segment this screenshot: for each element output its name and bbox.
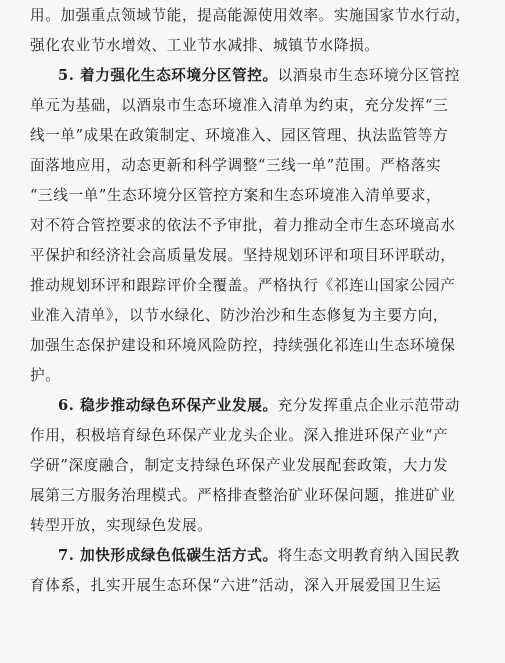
line-text: 强化农业节水增效、工业节水减排、城镇节水降损。 xyxy=(30,37,380,54)
line-text: 护。 xyxy=(30,367,61,384)
line-text: 推动规划环评和跟踪评价全覆盖。严格执行《祁连山国家公园产 xyxy=(30,277,456,294)
line-text: 将生态文明教育纳入国民教 xyxy=(277,547,460,564)
section-heading: 7. 加快形成绿色低碳生活方式。 xyxy=(58,547,278,564)
section-heading: 5. 着力强化生态环境分区管控。 xyxy=(58,67,278,84)
text-line xyxy=(30,121,491,151)
line-text: 作用，积极培育绿色环保产业龙头企业。深入推进环保产业“产 xyxy=(30,427,449,444)
line-text: “三线一单”生态环境分区管控方案和生态环境准入清单要求， xyxy=(30,187,442,204)
text-line xyxy=(30,181,491,211)
text-line xyxy=(30,361,491,391)
text-line xyxy=(30,451,491,481)
text-line xyxy=(30,421,491,451)
line-text: 业准入清单》，以节水绿化、防沙治沙和生态修复为主要方向， xyxy=(30,307,449,324)
text-line xyxy=(30,331,491,361)
text-line xyxy=(30,151,491,181)
text-line xyxy=(30,301,491,331)
line-text: 转型开放，实现绿色发展。 xyxy=(30,517,213,534)
line-text: 育体系，扎实开展生态环保“六进”活动，深入开展爱国卫生运 xyxy=(30,577,442,594)
text-line xyxy=(30,91,491,121)
line-text: 充分发挥重点企业示范带动 xyxy=(277,397,460,414)
text-line xyxy=(30,481,491,511)
line-text: 以酒泉市生态环境分区管控 xyxy=(277,67,460,84)
section-heading-line xyxy=(30,391,491,421)
line-text: 对不符合管控要求的依法不予审批，着力推动全市生态环境高水 xyxy=(30,217,456,234)
text-line xyxy=(30,241,491,271)
line-text: 单元为基础，以酒泉市生态环境准入清单为约束，充分发挥“三 xyxy=(30,97,449,114)
line-text: 平保护和经济社会高质量发展。坚持规划环评和项目环评联动， xyxy=(30,247,456,264)
text-line xyxy=(30,31,491,61)
text-line xyxy=(30,1,491,31)
section-heading-line xyxy=(30,541,491,571)
line-text: 加强生态保护建设和环境风险防控，持续强化祁连山生态环境保 xyxy=(30,337,456,354)
line-text: 线一单”成果在政策制定、环境准入、园区管理、执法监管等方 xyxy=(30,127,449,144)
text-line xyxy=(30,571,491,601)
line-text: 面落地应用，动态更新和科学调整“三线一单”范围。严格落实 xyxy=(30,157,442,174)
section-heading: 6. 稳步推动绿色环保产业发展。 xyxy=(58,397,278,414)
text-line xyxy=(30,211,491,241)
section-heading-line xyxy=(30,61,491,91)
line-text: 用。加强重点领域节能，提高能源使用效率。实施国家节水行动， xyxy=(30,7,471,24)
text-line xyxy=(30,271,491,301)
line-text: 学研”深度融合，制定支持绿色环保产业发展配套政策，大力发 xyxy=(30,457,449,474)
text-line xyxy=(30,511,491,541)
line-text: 展第三方服务治理模式。严格排查整治矿业环保问题，推进矿业 xyxy=(30,487,456,504)
